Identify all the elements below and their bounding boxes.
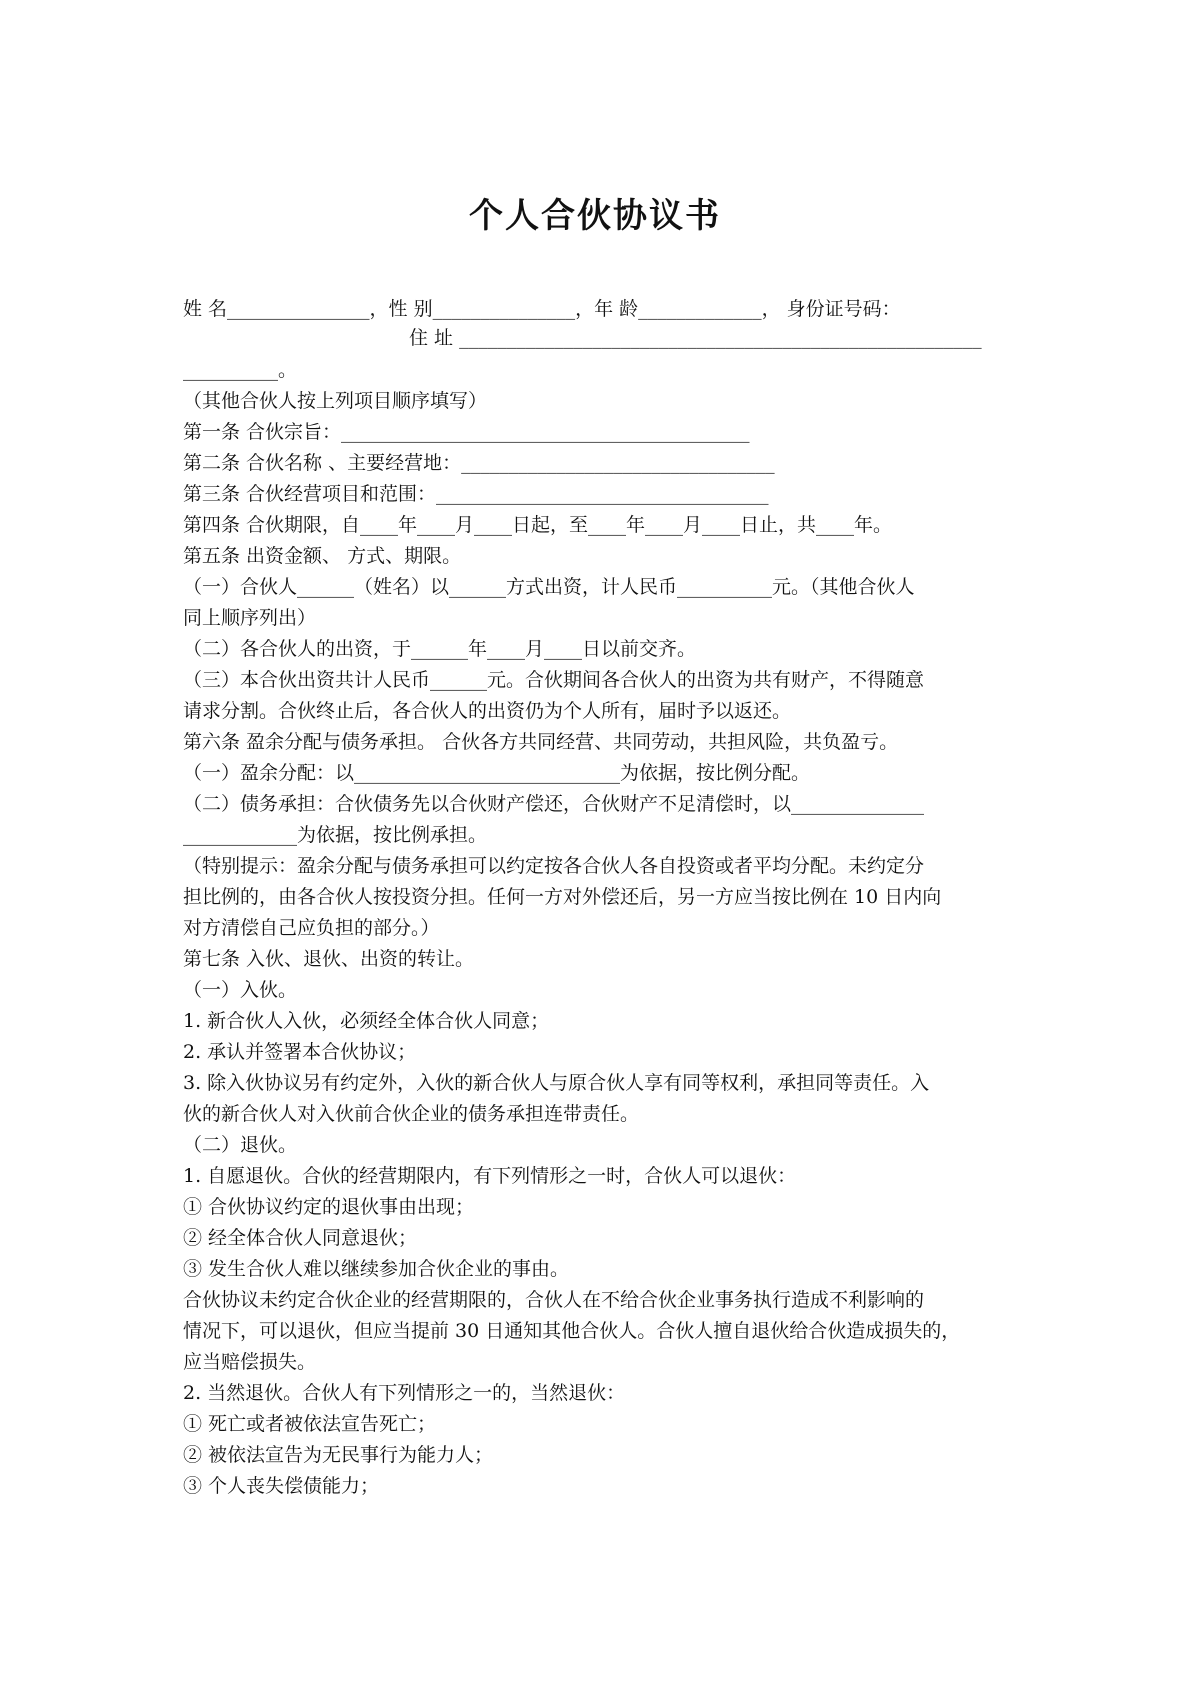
admission-item-2: 2. 承认并签署本合伙协议； xyxy=(183,1041,417,1063)
article-3: 第三条 合伙经营项目和范围：___________________________________ xyxy=(183,483,769,505)
withdrawal-item-2: 2. 当然退伙。合伙人有下列情形之一的，当然退伙： xyxy=(183,1382,626,1404)
address-line: 住 址 _______________________________________________________ xyxy=(409,327,982,349)
article-7-section-1: （一）入伙。 xyxy=(183,979,298,1001)
admission-item-3-cont: 伙的新合伙人对入伙前合伙企业的债务承担连带责任。 xyxy=(183,1103,640,1125)
article-1: 第一条 合伙宗旨：___________________________________________ xyxy=(183,421,750,443)
withdrawal-reason-3: ③ 发生合伙人难以继续参加合伙企业的事由。 xyxy=(183,1258,570,1280)
party-info-line: 姓 名_______________，性 别_______________，年 龄_____________， 身份证号码： xyxy=(183,298,901,320)
article-5-item-2: （二）各合伙人的出资，于______年____月____日以前交齐。 xyxy=(183,638,697,660)
article-6-item-2-cont: ____________为依据，按比例承担。 xyxy=(183,824,488,846)
article-7-section-2: （二）退伙。 xyxy=(183,1134,298,1156)
admission-item-1: 1. 新合伙人入伙，必须经全体合伙人同意； xyxy=(183,1010,550,1032)
article-5-item-1: （一）合伙人______（姓名）以______方式出资，计人民币__________元。（其他合伙人 xyxy=(183,576,915,598)
special-note-cont-2: 对方清偿自己应负担的部分。） xyxy=(183,917,440,939)
article-7: 第七条 入伙、退伙、出资的转让。 xyxy=(183,948,475,970)
withdrawal-note-cont-1: 情况下，可以退伙，但应当提前 30 日通知其他合伙人。合伙人擅自退伙给合伙造成损失的， xyxy=(183,1320,961,1342)
article-5-item-1-cont: 同上顺序列出） xyxy=(183,607,317,629)
article-6-item-2: （二）债务承担：合伙债务先以合伙财产偿还，合伙财产不足清偿时，以______________ xyxy=(183,793,925,815)
document-title: 个人合伙协议书 xyxy=(469,196,721,236)
withdrawal-reason-2: ② 经全体合伙人同意退伙； xyxy=(183,1227,418,1249)
withdrawal-reason-1: ① 合伙协议约定的退伙事由出现； xyxy=(183,1196,475,1218)
special-note: （特别提示：盈余分配与债务承担可以约定按各合伙人各自投资或者平均分配。未约定分 xyxy=(183,855,925,877)
automatic-withdrawal-2: ② 被依法宣告为无民事行为能力人； xyxy=(183,1444,494,1466)
article-5-item-3: （三）本合伙出资共计人民币______元。合伙期间各合伙人的出资为共有财产，不得随意 xyxy=(183,669,925,691)
article-6-item-1: （一）盈余分配：以____________________________为依据，按比例分配。 xyxy=(183,762,811,784)
fill-instruction: （其他合伙人按上列项目顺序填写） xyxy=(183,390,488,412)
article-2: 第二条 合伙名称 、主要经营地：_________________________________ xyxy=(183,452,775,474)
withdrawal-item-1: 1. 自愿退伙。合伙的经营期限内，有下列情形之一时，合伙人可以退伙： xyxy=(183,1165,797,1187)
article-5-item-3-cont: 请求分割。合伙终止后，各合伙人的出资仍为个人所有，届时予以返还。 xyxy=(183,700,792,722)
withdrawal-note: 合伙协议未约定合伙企业的经营期限的，合伙人在不给合伙企业事务执行造成不利影响的 xyxy=(183,1289,925,1311)
special-note-cont-1: 担比例的，由各合伙人按投资分担。任何一方对外偿还后，另一方应当按比例在 10 日内向 xyxy=(183,886,942,908)
automatic-withdrawal-1: ① 死亡或者被依法宣告死亡； xyxy=(183,1413,437,1435)
withdrawal-note-cont-2: 应当赔偿损失。 xyxy=(183,1351,317,1373)
article-4: 第四条 合伙期限，自____年____月____日起，至____年____月____日止，共____年。 xyxy=(183,514,893,536)
article-6: 第六条 盈余分配与债务承担。 合伙各方共同经营、共同劳动，共担风险，共负盈亏。 xyxy=(183,731,899,753)
article-5: 第五条 出资金额、 方式、期限。 xyxy=(183,545,462,567)
admission-item-3: 3. 除入伙协议另有约定外，入伙的新合伙人与原合伙人享有同等权利，承担同等责任。入 xyxy=(183,1072,930,1094)
address-line-continued: __________。 xyxy=(183,359,298,381)
automatic-withdrawal-3: ③ 个人丧失偿债能力； xyxy=(183,1475,380,1497)
